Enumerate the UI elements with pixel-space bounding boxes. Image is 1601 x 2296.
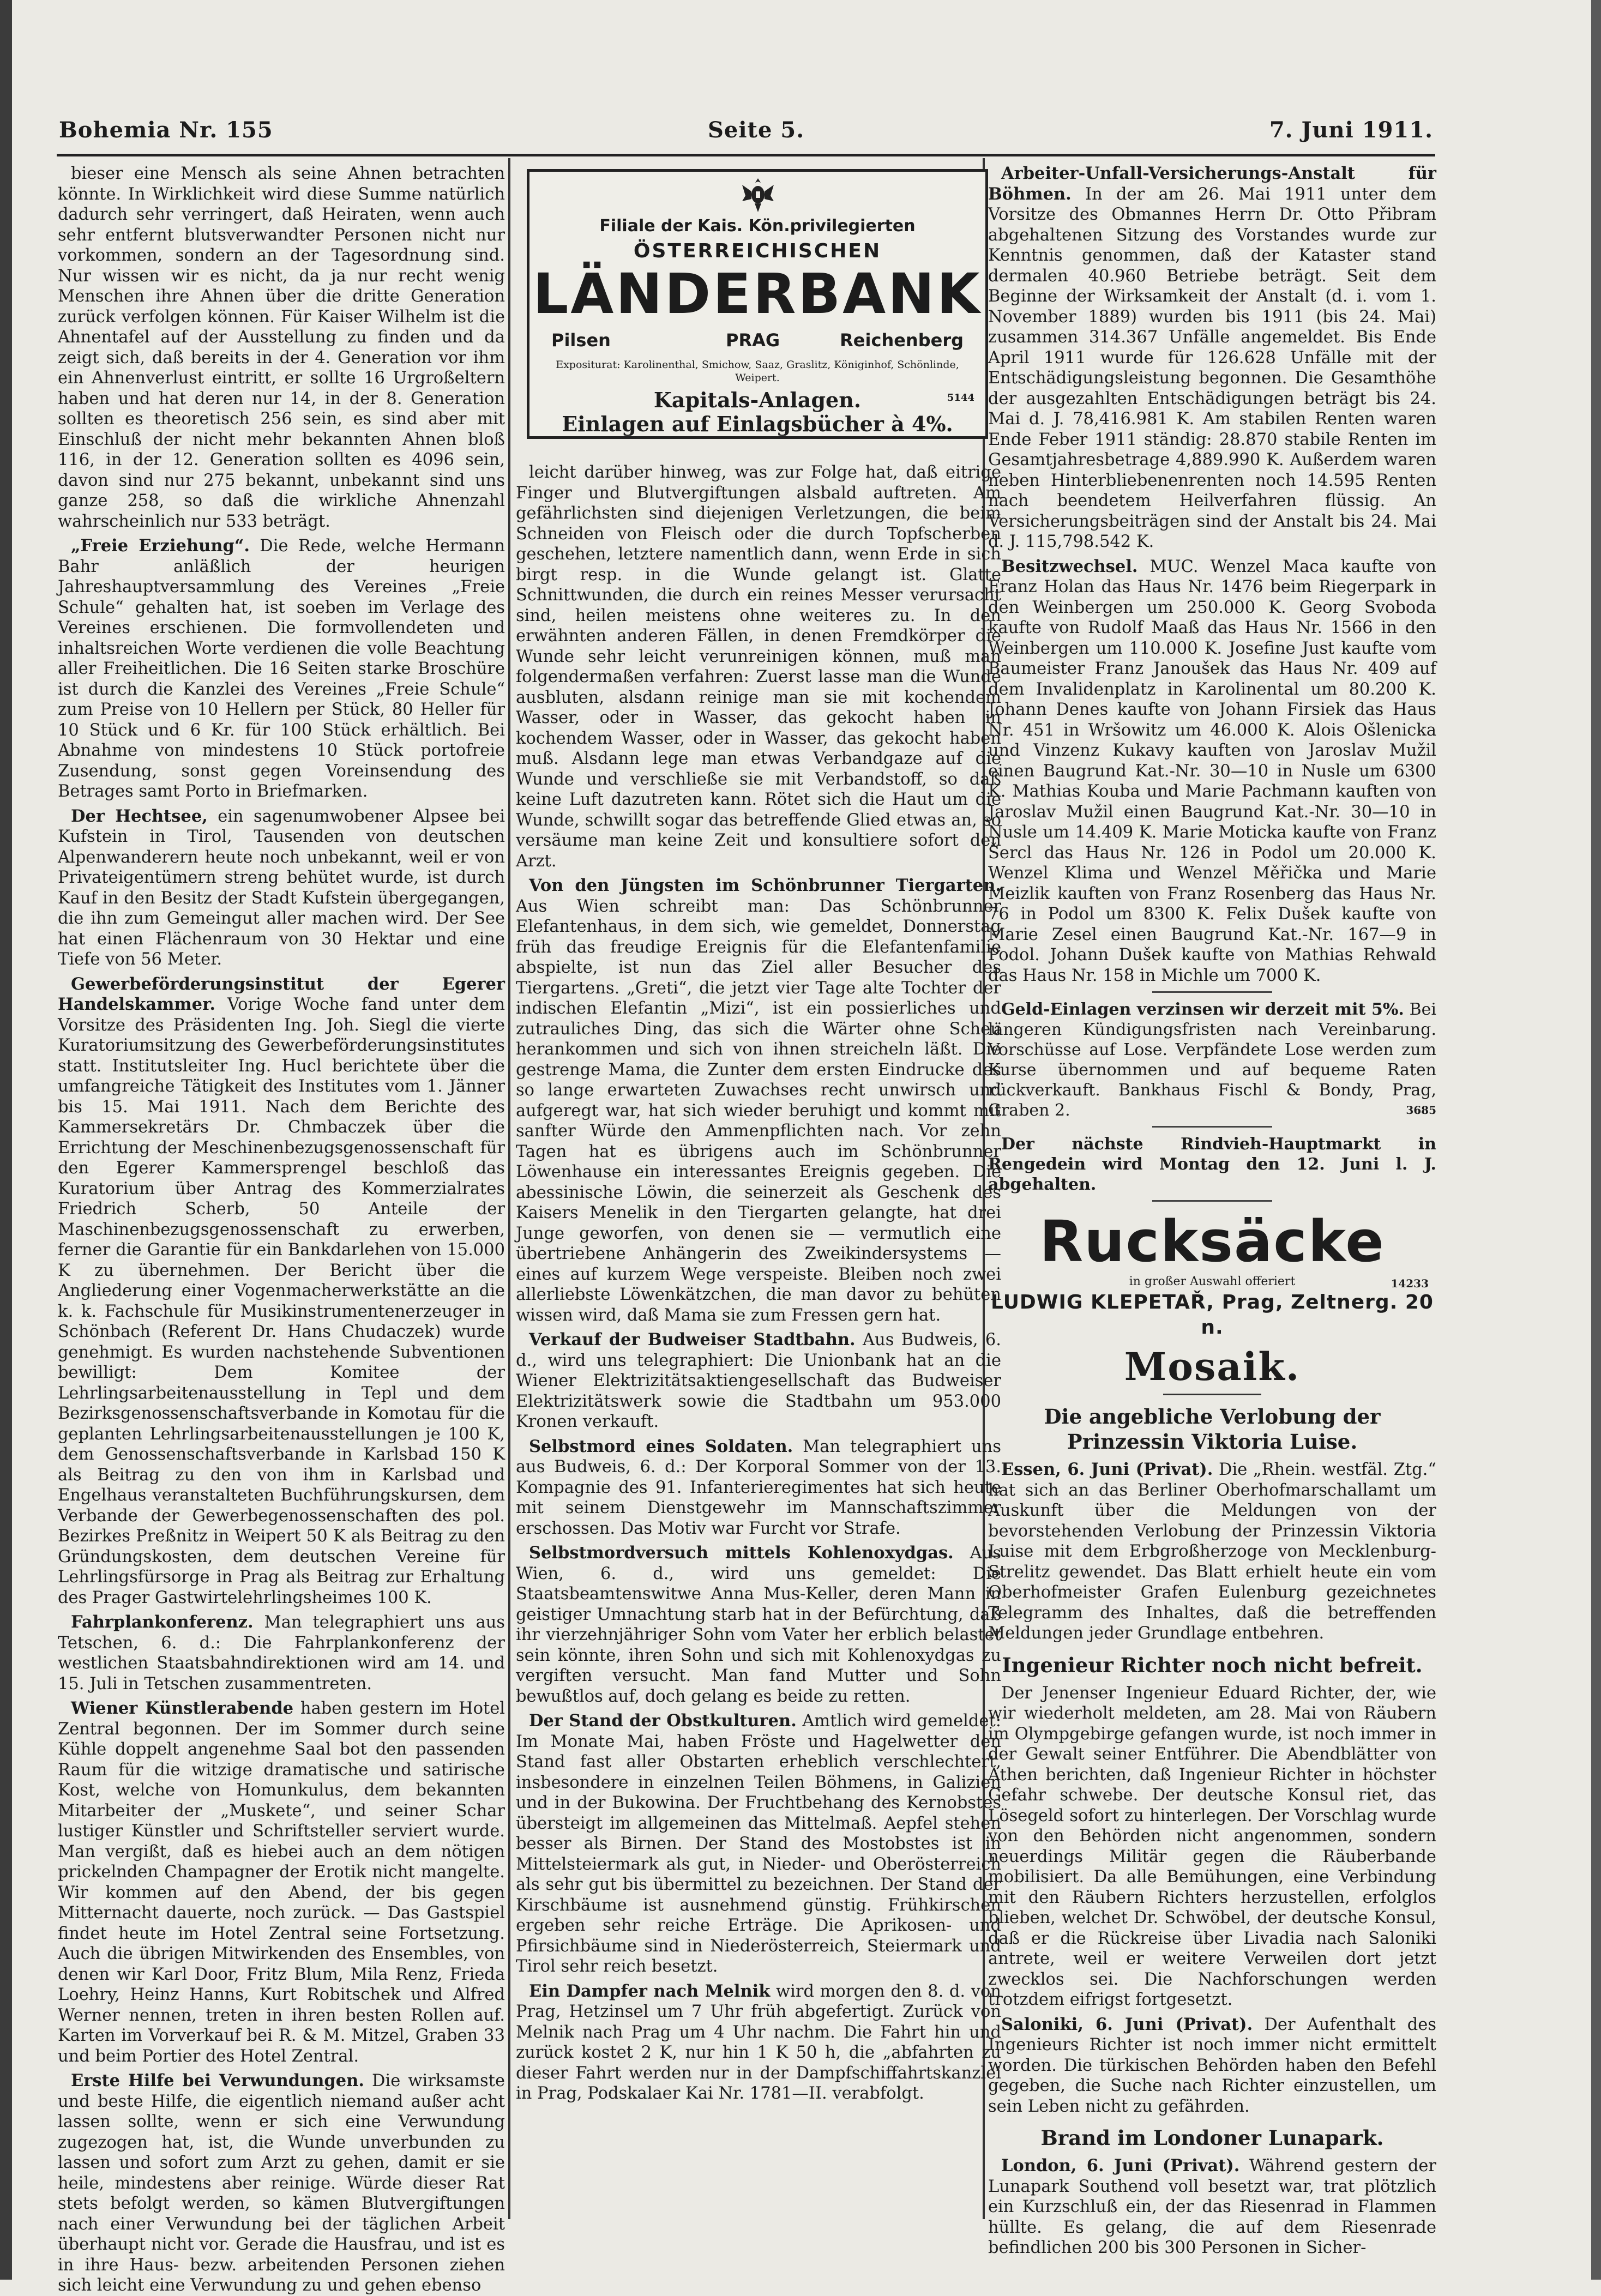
article-kohlenoxydgas: Selbstmordversuch mittels Kohlenoxydgas. Aus Wien, 6. d., wird uns gemeldet: Die Staatsbeamtenswitwe Anna Mus-Keller, deren Mann in geistiger Umnachtung starb hat in der Befürchtung, daß ihr vierzehnjähriger Sohn vom Vater her erblich belastet sein könnte, ihren Sohn und sich mit Kohlenoxydgas zu vergiften versucht. Man fand Mutter und Sohn bewußtlos auf, doch gelang es beide zu retten. xyxy=(516,1543,1001,1706)
bank-name: LÄNDERBANK xyxy=(533,262,982,327)
bank-city-left: Pilsen xyxy=(551,330,611,351)
page-edge-right xyxy=(1591,0,1601,2280)
article-obstkulturen: Der Stand der Obstkulturen. Amtlich wird gemeldet: Im Monate Mai, haben Fröste und Hagelwetter den Stand fast aller Obstarten erheblich verschlechtert, insbesondere in einzelnen Teilen Böhmens, in Galizien und in der Bukowina. Der Fruchtbehang des Kernobstes übersteigt im allgemeinen das Mittelmaß. Aepfel stehen besser als Birnen. Der Stand des Mostobstes ist in Mittelsteiermark als gut, in Nieder- und Oberösterreich als sehr gut bis übermittel zu bezeichnen. Der Stand der Kirschbäume ist ausnehmend günstig. Frühkirschen ergeben sehr reiche Erträge. Die Aprikosen- und Pfirsichbäume sind in Niederösterreich, Steiermark und Tirol sehr reich besetzt. xyxy=(516,1711,1001,1976)
column-2-articles xyxy=(516,462,1001,2219)
article-verlobung: Essen, 6. Juni (Privat). Die „Rhein. westfäl. Ztg.“ hat sich an das Berliner Oberhofmarschallamt um Auskunft über die Meldungen von der bevorstehenden Verlobung der Prinzessin Viktoria Luise mit dem Erbgroßherzoge von Mecklenburg-Strelitz gewendet. Das Blatt erhielt heute ein vom Oberhofmeister Grafen Eulenburg gezeichnetes Telegramm des Inhaltes, daß die betreffenden Meldungen jeder Grundlage entbehren. xyxy=(988,1460,1437,1643)
page-edge-left xyxy=(0,0,12,2280)
article-lead: Gewerbeförderungsinstitut der Egerer Handelskammer. xyxy=(58,974,505,1014)
column-rule-1 xyxy=(508,158,510,2219)
notice-text: Bei längeren Kündigungsfristen nach Vereinbarung. Vorschüsse auf Lose. Verpfändete Lose werden zum Kurse übernommen und auf bequeme Raten rückverkauft. Bankhaus Fischl & Bondy, Prag, Graben 2. xyxy=(988,1000,1436,1120)
article-lead: Verkauf der Budweiser Stadtbahn. xyxy=(529,1330,856,1349)
laenderbank-advertisement xyxy=(527,169,988,439)
article-besitzwechsel: Besitzwechsel. MUC. Wenzel Maca kaufte von Franz Holan das Haus Nr. 1476 beim Riegerpark in den Weinbergen um 250.000 K. Georg Svoboda kaufte von Rudolf Maaß das Haus Nr. 1566 in den Weinbergen um 110.000 K. Josefine Just kaufte vom Baumeister Franz Janoušek das Haus Nr. 409 auf dem Invalidenplatz in Karolinental um 80.200 K. Johann Denes kaufte von Johann Firsiek das Haus Nr. 451 in Wršowitz um 46.000 K. Alois Ošlenicka und Vinzenz Kukavy kauften von Jaroslav Mužil einen Baugrund Kat.-Nr. 30—10 in Nusle um 6300 K. Mathias Kouba und Marie Pachmann kauften von Jaroslav Mužil einen Baugrund Kat.-Nr. 30—10 in Nusle um 14.409 K. Marie Moticka kaufte von Franz Šercl das Haus Nr. 126 in Podol um 20.000 K. Wenzel Klima und Wenzel Měřička und Marie Meizlik kauften von Franz Rosenberg das Haus Nr. 76 in Podol um 8300 K. Felix Dušek kaufte von Marie Zesel einen Baugrund Kat.-Nr. 167—9 in Podol. Johann Dušek kaufte von Mathias Rehwald das Haus Nr. 158 in Michle um 7000 K. xyxy=(988,556,1436,985)
article-hechtsee: Der Hechtsee, ein sagenumwobener Alpsee bei Kufstein in Tirol, Tausenden von deutschen Alpenwanderern heute noch unbekannt, weil er von Privateigentümern streng behütet wurde, ist durch Kauf in den Besitz der Stadt Kufstein übergegangen, die ihn zum Gemeingut aller machen wird. Der See hat einen Flächenraum von 30 Hektar und eine Tiefe von 56 Meter. xyxy=(58,806,505,969)
header-date: 7. Juni 1911. xyxy=(1269,117,1433,143)
column-3 xyxy=(988,164,1437,2257)
bank-city-right: Reichenberg xyxy=(840,330,964,351)
bank-country-line: ÖSTERREICHISCHEN xyxy=(633,240,882,262)
column-2 xyxy=(516,164,1001,2219)
article-richter: Der Jenenser Ingenieur Eduard Richter, der, wie wir wiederholt meldeten, am 28. Mai von Räubern im Olympgebirge gefangen wurde, ist noch immer in der Gewalt seiner Entführer. Die Abendblätter von Athen berichten, daß Ingenieur Richter in höchster Gefahr schwebe. Der deutsche Konsul riet, das Lösegeld sofort zu hinterlegen. Der Vorschlag wurde von den Behörden nicht angenommen, sondern neuerdings Militär gegen die Räuberbande mobilisiert. Da alle Bemühungen, eine Verbindung mit den Räubern Richters herzustellen, erfolglos blieben, welchet Dr. Schwöbel, der deutsche Konsul, daß er die Rückreise über Livadia nach Saloniki antrete, weil er weitere Verweilen dort jetzt zwecklos sei. Die Nachforschungen werden trotzdem eifrigst fortgesetzt. xyxy=(988,1683,1436,2009)
rucksaecke-code: 14233 xyxy=(1391,1277,1429,1290)
bank-branches: Expositurat: Karolinenthal, Smichow, Saaz, Graslitz, Königinhof, Schönlinde, Weipert. xyxy=(556,359,959,384)
article-lead: Von den Jüngsten im Schönbrunner Tiergarten. xyxy=(529,876,1001,895)
article-lead: Der Stand der Obstkulturen. xyxy=(529,1711,797,1731)
bank-city-center: PRAG xyxy=(726,330,780,351)
page-header xyxy=(59,117,1433,150)
column-1 xyxy=(58,164,505,2295)
article-selbstmord-soldat: Selbstmord eines Soldaten. Man telegraphiert uns aus Budweis, 6. d.: Der Korporal Sommer von der 13. Kompagnie des 91. Infanterieregimentes hat sich heute mit seinem Dienstgewehr im Mannschaftszimmer erschossen. Das Motiv war Furcht vor Strafe. xyxy=(516,1436,1001,1538)
article-lead: Arbeiter-Unfall-Versicherungs-Anstalt für Böhmen. xyxy=(988,164,1436,204)
divider xyxy=(1152,1200,1272,1202)
article-lead: Selbstmordversuch mittels Kohlenoxydgas. xyxy=(529,1543,954,1563)
bank-cities xyxy=(551,330,964,354)
headline-verlobung: Die angebliche Verlobung der Prinzessin Viktoria Luise. xyxy=(1044,1405,1381,1454)
article-lunapark: London, 6. Juni (Privat). Während gestern der Lunapark Southend voll besetzt war, trat plötzlich ein Kurzschluß ein, der das Riesenrad in Flammen hüllte. Es gelang, die auf dem Riesenrade befindlichen 200 bis 300 Personen in Sicher- xyxy=(988,2156,1436,2257)
divider xyxy=(1163,1394,1261,1395)
rucksaecke-subtitle: in großer Auswahl offeriert xyxy=(1129,1275,1296,1288)
article-schoenbrunn: Von den Jüngsten im Schönbrunner Tiergarten. Aus Wien schreibt man: Das Schönbrunner Elefantenhaus, in dem sich, wie gemeldet, Donnerstag früh das freudige Ereignis für die Elefantenfamilie abspielte, ist nun das Ziel aller Besucher des Tiergartens. „Greti“, die jetzt vier Tage alte Tochter der indischen Elefantin „Mizi“, ist ein possierliches und zutrauliches Ding, das sich die Wärter ohne Scheu herankommen und sich von ihnen streicheln läßt. Die gestrenge Mama, die Zunter dem ersten Eindrucke des so lange erwarteten Zuwachses recht unwirsch und aufgeregt war, hat sich wieder beruhigt und kommt mit sanfter Würde den Ammenpflichten nach. Vor zehn Tagen hat es übrigens auch im Schönbrunner Löwenhause ein interessantes Ereignis gegeben. Die abessinische Löwin, die seinerzeit als Geschenk des Kaisers Menelik in den Tiergarten gelangte, hat drei Junge geworfen, von denen sie — vermutlich eine übertriebene Anhängerin des Zweikindersystems — eines auf kurzem Wege verspeiste. Bleiben noch zwei allerliebste Löwenkätzchen, die man davor zu behüten wissen wird, daß Mama sie zum Fressen gern hat. xyxy=(516,876,1001,1325)
article-lead: Wiener Künstlerabende xyxy=(71,1698,294,1718)
article-budweiser-stadtbahn: Verkauf der Budweiser Stadtbahn. Aus Budweis, 6. d., wird uns telegraphiert: Die Unionbank hat an die Wiener Elektrizitätsaktiengesellschaft das Budweiser Elektrizitätswerk sowie die Stadtbahn um 953.000 Kronen verkauft. xyxy=(516,1330,1001,1431)
bank-ad-code: 5144 xyxy=(947,392,974,403)
cattle-market-notice: Der nächste Rindvieh-Hauptmarkt in Rengedein wird Montag den 12. Juni l. J. abgehalten. xyxy=(988,1135,1436,1194)
divider xyxy=(1152,1126,1272,1128)
bank-deposit-line: Einlagen auf Einlagsbücher à 4%. xyxy=(562,412,953,436)
article-fahrplankonferenz: Fahrplankonferenz. Man telegraphiert uns aus Tetschen, 6. d.: Die Fahrplankonferenz der westlichen Staatsbahndirektionen wird am 14. und 15. Juli in Tetschen zusammentreten. xyxy=(58,1612,505,1694)
article-lead: Fahrplankonferenz. xyxy=(71,1612,254,1632)
section-title-mosaik: Mosaik. xyxy=(1124,1344,1301,1389)
article-lead: „Freie Erziehung“. xyxy=(71,536,250,556)
article-lead: Der Hechtsee, xyxy=(71,806,208,826)
article-lead: Erste Hilfe bei Verwundungen. xyxy=(71,2071,364,2090)
article-lead: Ein Dampfer nach Melnik xyxy=(529,1981,771,2001)
article-lead: London, 6. Juni (Privat). xyxy=(1001,2156,1240,2176)
article-saloniki: Saloniki, 6. Juni (Privat). Der Aufenthalt des Ingenieurs Richter ist noch immer nicht ermittelt worden. Die türkischen Behörden haben den Befehl gegeben, die Suche nach Richter einzustellen, um sein Leben nicht zu gefährden. xyxy=(988,2014,1436,2116)
rucksaecke-seller: LUDWIG KLEPETAŘ, Prag, Zeltnerg. 20 n. xyxy=(991,1291,1434,1339)
article-freie-erziehung: „Freie Erziehung“. Die Rede, welche Hermann Bahr anläßlich der heurigen Jahreshauptversammlung des Vereines „Freie Schule“ gehalten hat, ist soeben im Verlage des Vereines erschienen. Die formvollendeten und inhaltsreichen Worte verdienen die volle Beachtung aller Freiheitlichen. Die 16 Seiten starke Broschüre ist durch die Kanzlei des Vereines „Freie Schule“ zum Preise von 10 Hellern per Stück, 80 Heller für 10 Stück und 6 Kr. für 100 Stück erhältlich. Bei Abnahme von mindestens 10 Stück portofreie Zusendung, sonst gegen Voreinsendung des Betrages samt Porto in Briefmarken. xyxy=(58,536,505,801)
article-lead: Essen, 6. Juni (Privat). xyxy=(1001,1460,1213,1479)
article-lead: Saloniki, 6. Juni (Privat). xyxy=(1001,2014,1253,2034)
article-erste-hilfe: Erste Hilfe bei Verwundungen. Die wirksamste und beste Hilfe, die eigentlich niemand außer acht lassen sollte, wenn er sich eine Verwundung zugezogen hat, ist, die Wunde unverbunden zu lassen und sofort zum Arzt zu gehen, damit er sie heile, mindestens aber reinige. Würde dieser Rat stets befolgt werden, so kämen Blutvergiftungen nach einer Verwundung bei der täglichen Arbeit überhaupt nicht vor. Gerade die Hausfrau, und ist es in ihre Haus- bezw. arbeitenden Personen ziehen sich leicht eine Verwundung zu und gehen ebenso xyxy=(58,2071,505,2295)
rucksaecke-advertisement xyxy=(988,1208,1436,1339)
divider xyxy=(1152,991,1272,993)
article-unfallversicherung: Arbeiter-Unfall-Versicherungs-Anstalt für Böhmen. In der am 26. Mai 1911 unter dem Vorsitze des Obmannes Herrn Dr. Otto Přibram abgehaltenen Sitzung des Vorstandes wurde zur Kenntnis genommen, daß der Kataster stand dermalen 40.960 Betriebe beträgt. Seit dem Beginne der Wirksamkeit der Anstalt (d. i. vom 1. November 1889) wurden bis 1911 (bis 24. Mai) zusammen 314.367 Unfälle angemeldet. Bis Ende April 1911 wurde für 126.628 Unfälle mit der Entschädigungsleistung begonnen. Die Gesamthöhe der ausgezahlten Entschädigungen beträgt bis 24. Mai d. J. 78,416.981 K. Am stabilen Renten waren Ende Feber 1911 ständig: 28.870 stabile Renten im Gesamtjahresbetrage 4,889.990 K. Außerdem waren neben Hinterbliebenenrenten noch 14.595 Renten nach beendetem Heilverfahren flüssig. An Versicherungsbeiträgen sind der Anstalt bis 24. Mai d. J. 115,798.542 K. xyxy=(988,164,1436,551)
header-rule xyxy=(57,154,1435,156)
eagle-crest-icon xyxy=(741,176,775,214)
rucksaecke-title: Rucksäcke xyxy=(1039,1208,1385,1275)
header-page-number: Seite 5. xyxy=(708,117,805,143)
notice-lead: Geld-Einlagen verzinsen wir derzeit mit 5%. xyxy=(1001,1000,1404,1019)
article-ahnen-continued: bieser eine Mensch als seine Ahnen betrachten könnte. In Wirklichkeit wird diese Summe natürlich dadurch sehr verringert, daß Heiraten, wenn auch sehr entfernt blutsverwandter Personen nicht nur vorkommen, sondern an der Tagesordnung sind. Nur wissen wir es nicht, da ja nur recht wenig Menschen ihre Ahnen über die dritte Generation zurück verfolgen können. Für Kaiser Wilhelm ist die Ahnentafel auf der Ausstellung zu finden und da zeigt sich, daß bereits in der 4. Generation vor ihm ein Ahnenverlust eintritt, er sollte 16 Urgroßeltern haben und hat deren nur 14, in der 8. Generation sollten es theoretisch 256 sein, es sind aber mit Einschluß der nicht mehr bekannten Ahnen bloß 116, in der 12. Generation sollten es 4096 sein, davon sind nur 275 bekannt, unbekannt sind uns ganze 258, so daß die wirkliche Ahnenzahl wahrscheinlich nur 533 beträgt. xyxy=(58,164,505,531)
article-lead: Selbstmord eines Soldaten. xyxy=(529,1436,793,1456)
notice-code: 3685 xyxy=(1406,1104,1436,1117)
article-kuenstlerabende: Wiener Künstlerabende haben gestern im Hotel Zentral begonnen. Der im Sommer durch seine Kühle doppelt angenehme Saal bot den passenden Raum für die witzige dramatische und satirische Kost, welche von Homunkulus, dem bekannten Mitarbeiter der „Muskete“, und seiner Schar lustiger Künstler und Schriftsteller serviert wurde. Man vergißt, daß es hiebei auch an dem nötigen prickelnden Champagner der Erotik nicht mangelte. Wir kommen auf den Abend, der bis gegen Mitternacht dauerte, noch zurück. — Das Gastspiel findet heute im Hotel Zentral seine Fortsetzung. Auch die übrigen Mitwirkenden des Ensembles, von denen wir Karl Door, Fritz Blum, Mila Renz, Frieda Loehry, Heinz Hanns, Kurt Robitschek und Alfred Werner nennen, treten in ihren besten Rollen auf. Karten im Vorverkauf bei R. & M. Mitzel, Graben 33 und beim Portier des Hotel Zentral. xyxy=(58,1698,505,2066)
article-erste-hilfe-continued: leicht darüber hinweg, was zur Folge hat, daß eitrige Finger und Blutvergiftungen alsbald auftreten. Am gefährlichsten sind diejenigen Verletzungen, die beim Schneiden von Fleisch oder die durch Topfscherben geschehen, letztere namentlich dann, wenn Erde in sich birgt resp. in die Wunde gelangt ist. Glatte Schnittwunden, die durch ein reines Messer verursacht sind, heilen meistens ohne weiteres zu. In den erwähnten anderen Fällen, in denen Fremdkörper die Wunde sehr leicht verunreinigen können, muß man folgendermaßen verfahren: Zuerst lasse man die Wunde ausbluten, alsdann reinige man sie mit kochendem Wasser, oder in Wasser, das gekocht haben in kochendem Wasser, oder in Wasser, das gekocht haben muß. Alsdann lege man etwas Verbandgaze auf die Wunde und verschließe sie mit Verbandstoff, so daß keine Luft dazutreten kann. Rötet sich die Haut um die Wunde, schwillt sogar das betreffende Glied etwas an, so versäume man keine Zeit und konsultiere sofort den Arzt. xyxy=(516,463,1001,871)
bank-branch-line: Filiale der Kais. Kön.privilegierten xyxy=(599,216,916,236)
bank-interest-notice xyxy=(988,999,1436,1120)
article-lead: Besitzwechsel. xyxy=(1001,556,1138,576)
headline-richter: Ingenieur Richter noch nicht befreit. xyxy=(1002,1653,1423,1677)
bank-capital-line: Kapitals-Anlagen. xyxy=(653,388,862,412)
header-masthead: Bohemia Nr. 155 xyxy=(59,117,273,143)
article-gewerbefoerderung: Gewerbeförderungsinstitut der Egerer Handelskammer. Vorige Woche fand unter dem Vorsitze des Präsidenten Ing. Joh. Siegl die vierte Kuratoriumsitzung des Gewerbeförderungsinstitutes statt. Institutsleiter Ing. Hucl berichtete über die umfangreiche Tätigkeit des Institutes vom 1. Jänner bis 15. Mai 1911. Nach dem Berichte des Kammersekretärs Dr. Chmbaczek über die Errichtung der Meschinenbezugsgenossenschaft für den Egerer Kammersprengel beschloß das Kuratorium über Antrag des Kommerzialrates Friedrich Scherb, 50 Anteile der Maschinenbezugsgenossenschaft zu erwerben, ferner die Garantie für ein Bankdarlehen von 15.000 K zu übernehmen. Der Bericht über die Angliederung einer Vogenmacherwerkstätte an die k. k. Fachschule für Musikinstrumentenerzeuger in Schönbach (Referent Dr. Hans Chudaczek) wurde genehmigt. Es wurden nachstehende Subventionen bewilligt: Dem Komitee der Lehrlingsarbeitenausstellung in Tepl und dem Bezirksgenossenschaftsverbande in Komotau für die geplanten Lehrlingsarbeitenausstellungen je 100 K, dem Genossenschaftsverbande in Karlsbad 150 K als Beitrag zu den von ihm in Karlsbad und Engelhaus veranstalteten Buchführungskursen, dem Verbande der Gewerbegenossenschaften des pol. Bezirkes Preßnitz in Weipert 50 K als Beitrag zu den Gründungskosten, dem deutschen Vereine für Lehrlingsfürsorge in Prag als Beitrag zur Erhaltung des Prager Gastwirtelehrlingsheimes 100 K. xyxy=(58,974,505,1607)
article-dampfer-melnik: Ein Dampfer nach Melnik wird morgen den 8. d. von Prag, Hetzinsel um 7 Uhr früh abgefertigt. Zurück von Melnik nach Prag um 4 Uhr nachm. Die Fahrt hin und zurück kostet 2 K, nur hin 1 K 50 h, die „abfahrten zu dieser Fahrt werden nur in der Dampfschiffahrtskanzlei in Prag, Podskalaer Kai Nr. 1781—II. verabfolgt. xyxy=(516,1981,1001,2103)
headline-lunapark: Brand im Londoner Lunapark. xyxy=(1040,2126,1384,2150)
